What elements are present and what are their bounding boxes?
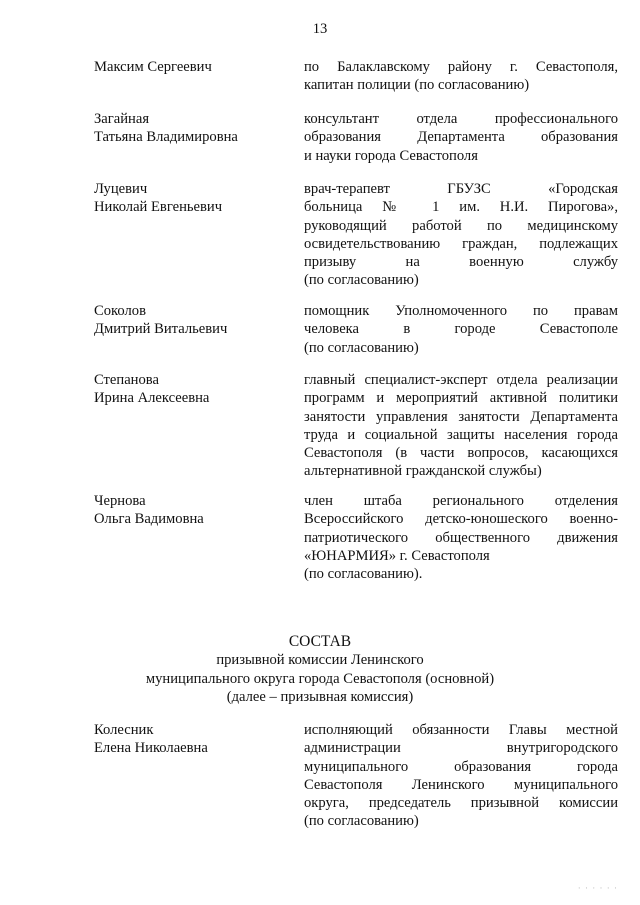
member-name-line: Загайная (94, 111, 150, 127)
section-heading (0, 633, 640, 706)
member-description (304, 721, 618, 831)
description-line: округа, председатель призывной комиссии (304, 795, 618, 812)
description-line: помощник Уполномоченного по правам (304, 303, 618, 319)
description-line: человека в городе Севастополе (304, 321, 618, 338)
section-subtitle-line: муниципального округа города Севастополя (основной) (145, 670, 495, 687)
member-name-line: Соколов (94, 303, 146, 319)
member-description (304, 180, 618, 290)
member-name (94, 110, 294, 147)
member-name-line: Татьяна Владимировна (94, 129, 238, 146)
description-line: Севастополя (в части вопросов, касающихся (304, 445, 618, 462)
description-line: альтернативной гражданской службы) (304, 463, 542, 480)
member-name-line: Чернова (94, 493, 146, 509)
member-name-line: Ольга Вадимовна (94, 511, 204, 528)
member-name-line: Елена Николаевна (94, 740, 208, 757)
member-name (94, 371, 294, 408)
member-description (304, 110, 618, 165)
description-line: образования Департамента образования (304, 129, 618, 146)
description-line: консультант отдела профессионального (304, 111, 618, 127)
description-line: занятости управления занятости Департамента (304, 408, 618, 425)
member-name-line: Максим Сергеевич (94, 59, 212, 75)
description-line: администрации внутригородского (304, 740, 618, 757)
description-line: капитан полиции (по согласованию) (304, 77, 530, 94)
description-line: по Балаклавскому району г. Севастополя, (304, 59, 618, 75)
member-name (94, 721, 294, 758)
member-description (304, 58, 618, 95)
description-line: освидетельствованию граждан, подлежащих (304, 235, 618, 252)
description-line: больница № 1 им. Н.И. Пирогова», (304, 199, 618, 216)
description-line: патриотического общественного движения (304, 529, 618, 546)
member-name-line: Луцевич (94, 181, 148, 197)
description-line: (по согласованию). (304, 566, 423, 583)
member-name-line: Дмитрий Витальевич (94, 321, 228, 338)
description-line: (по согласованию) (304, 813, 419, 830)
section-title: СОСТАВ (288, 633, 352, 650)
description-line: труда и социальной защиты населения города (304, 426, 618, 443)
description-line: Всероссийского детско-юношеского военно- (304, 511, 618, 528)
description-line: Севастополя Ленинского муниципального (304, 776, 618, 793)
member-name-line: Николай Евгеньевич (94, 199, 223, 216)
section-subtitle-line: призывной комиссии Ленинского (216, 652, 424, 669)
description-line: призыву на военную службу (304, 254, 618, 271)
section-subtitle-line: (далее – призывная комиссия) (226, 688, 414, 705)
member-name (94, 180, 294, 217)
description-line: муниципального образования города (304, 758, 618, 775)
description-line: «ЮНАРМИЯ» г. Севастополя (304, 547, 490, 564)
description-line: (по согласованию) (304, 272, 419, 289)
description-line: программ и мероприятий активной политики (304, 390, 618, 407)
description-line: главный специалист-эксперт отдела реализации (304, 372, 618, 388)
member-name-line: Степанова (94, 372, 159, 388)
page-number: 13 (312, 21, 328, 37)
member-description (304, 492, 618, 583)
description-line: (по согласованию) (304, 339, 419, 356)
description-line: врач-терапевт ГБУЗС «Городская (304, 181, 618, 197)
description-line: руководящий работой по медицинскому (304, 217, 618, 234)
member-name (94, 302, 294, 339)
member-name (94, 492, 294, 529)
member-name-line: Ирина Алексеевна (94, 390, 210, 407)
scan-artifact-dots: · · · · · · (577, 883, 618, 893)
member-description (304, 302, 618, 357)
description-line: член штаба регионального отделения (304, 493, 618, 509)
description-line: и науки города Севастополя (304, 147, 478, 164)
description-line: исполняющий обязанности Главы местной (304, 722, 618, 738)
member-name-line: Колесник (94, 722, 154, 738)
member-description (304, 371, 618, 481)
member-name (94, 58, 294, 76)
